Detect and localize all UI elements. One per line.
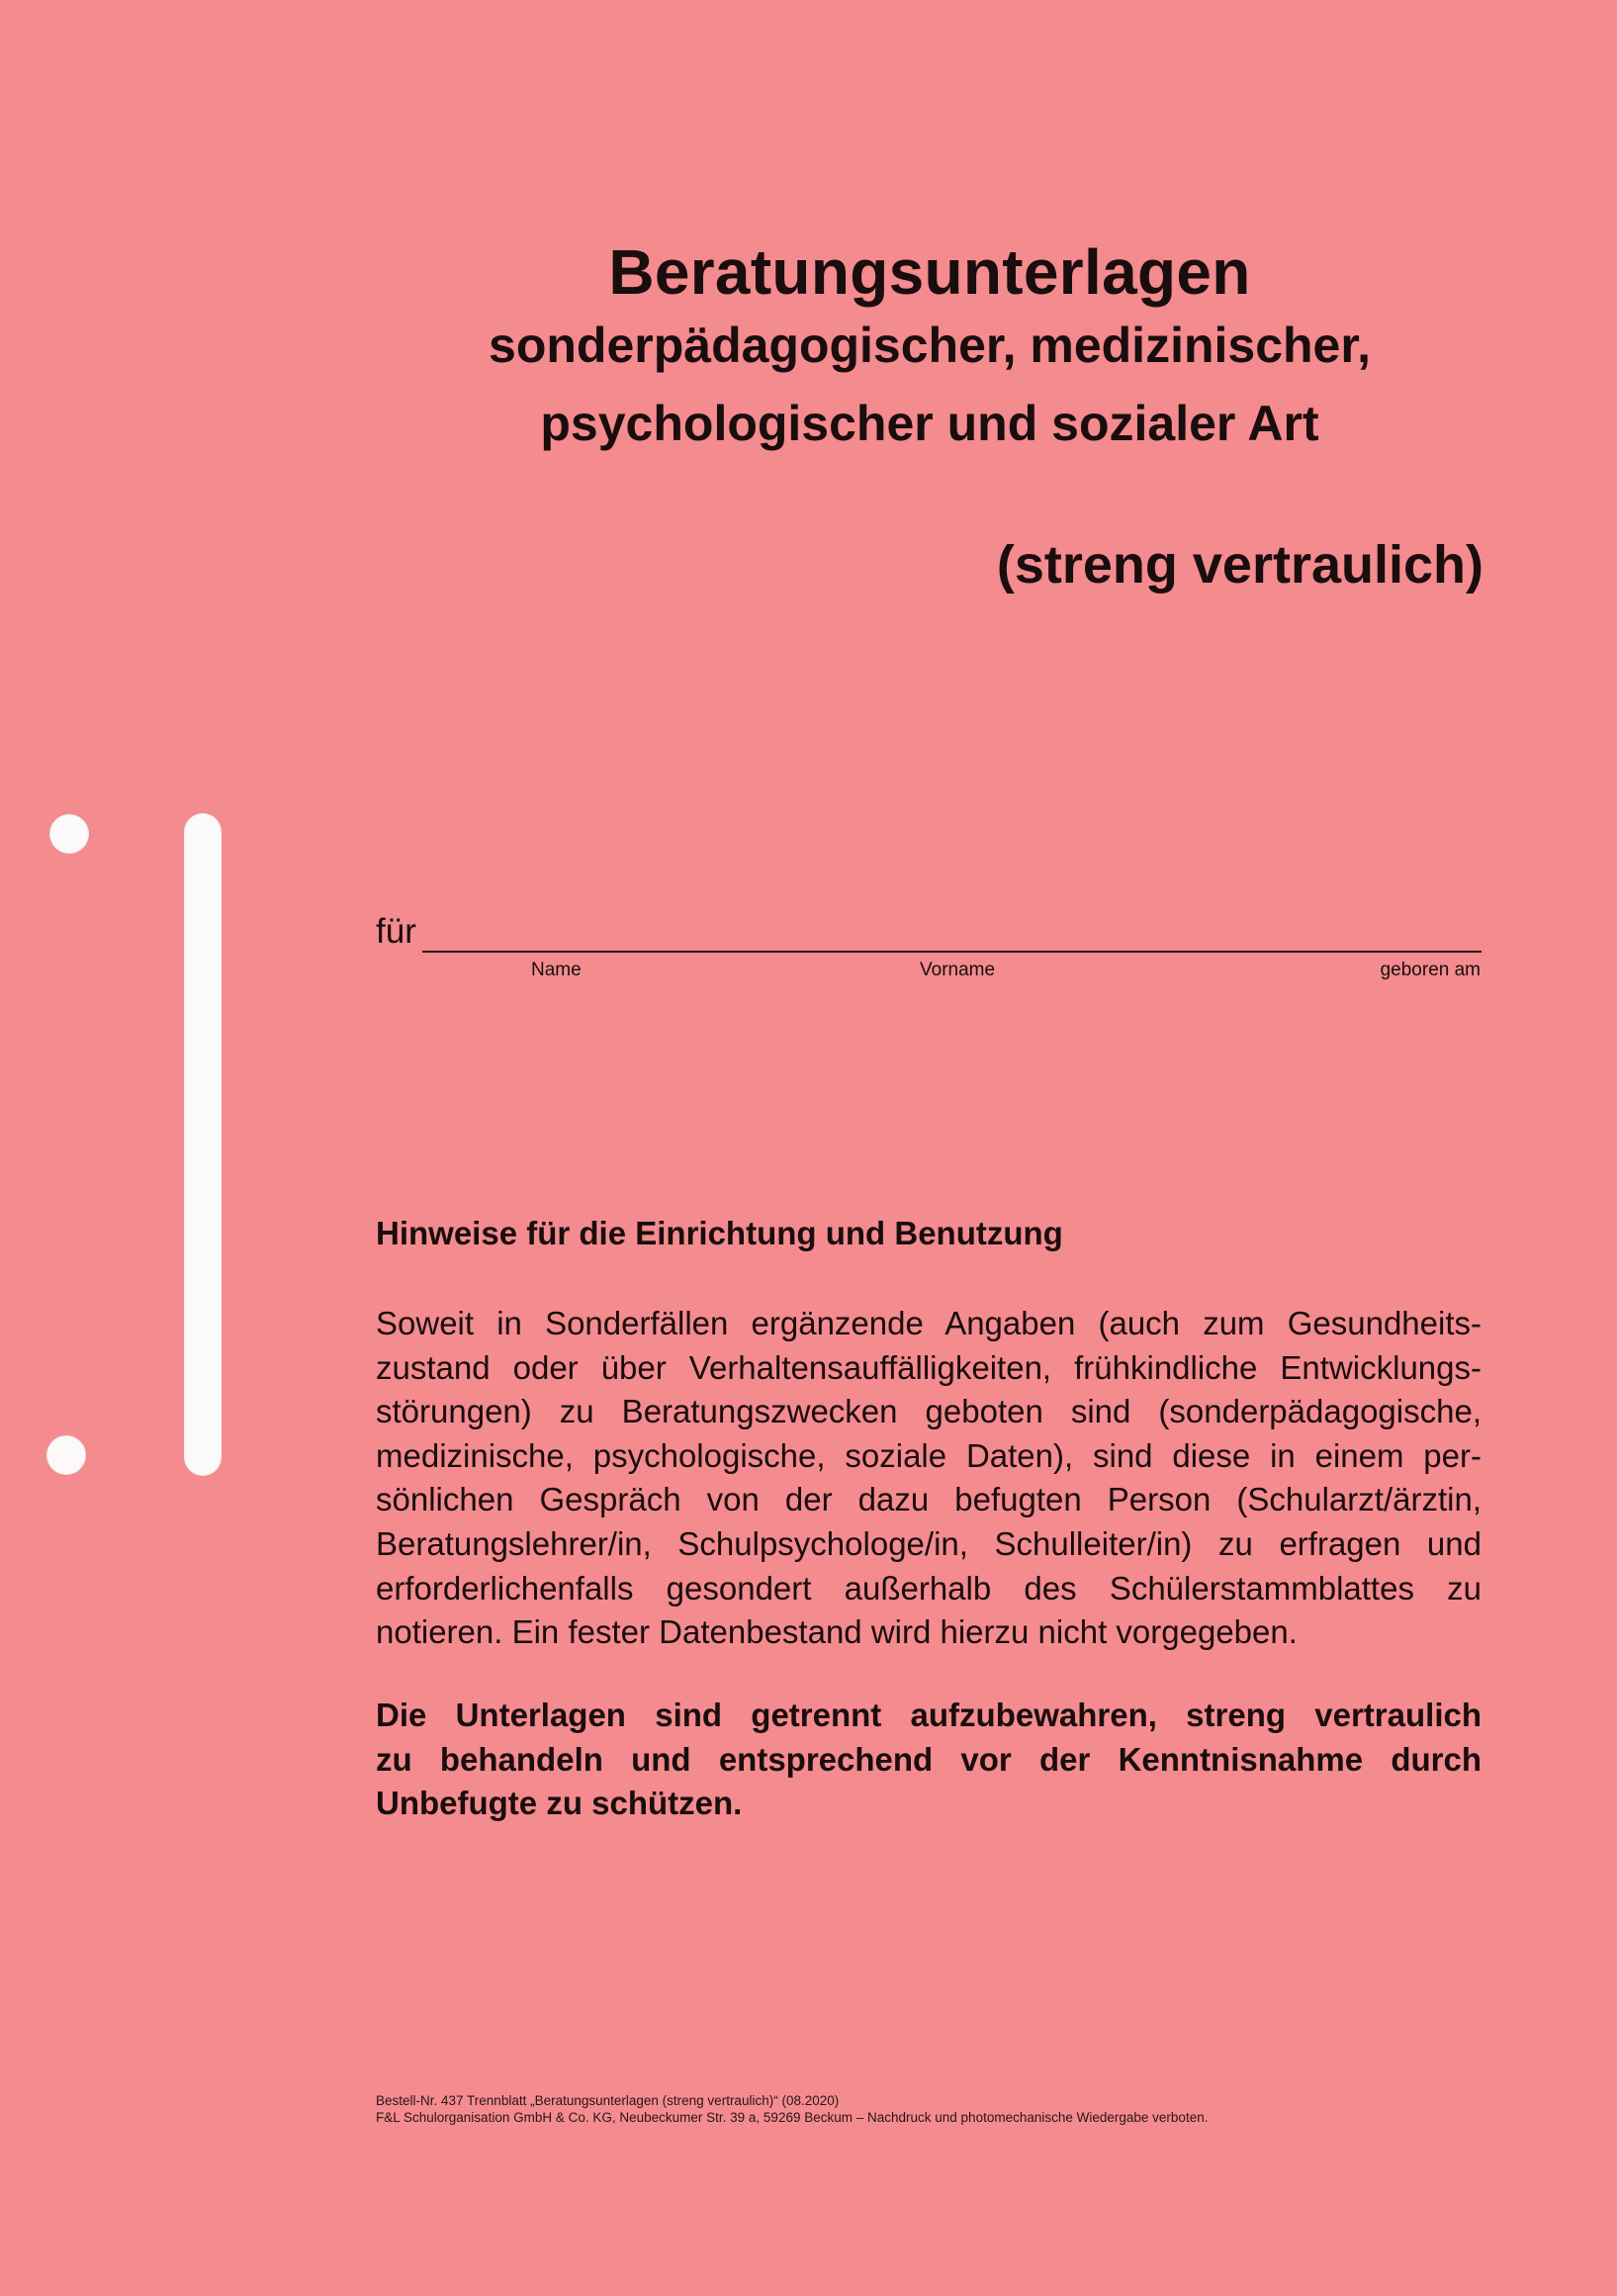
body-line: sönlichen Gespräch von der dazu befugten Person (Schularzt/ärztin, bbox=[376, 1481, 1482, 1518]
body-line: Soweit in Sonderfällen ergänzende Angaben (auch zum Gesundheits- bbox=[376, 1305, 1482, 1341]
confidential-note: (streng vertraulich) bbox=[996, 535, 1483, 595]
warning-line: Die Unterlagen sind getrennt aufzubewahren, streng vertraulich bbox=[376, 1697, 1482, 1733]
body-line: zustand oder über Verhaltensauffälligkeiten, frühkindliche Entwicklungs- bbox=[376, 1348, 1482, 1386]
warning-line: Unbefugte zu schützen. bbox=[376, 1785, 743, 1822]
document-title: Beratungsunterlagen bbox=[608, 236, 1251, 308]
instructions-heading: Hinweise für die Einrichtung und Benutzung bbox=[376, 1215, 1063, 1251]
binder-slot bbox=[184, 813, 222, 1476]
body-line: medizinische, psychologische, soziale Daten), sind diese in einem per- bbox=[376, 1436, 1482, 1474]
document-subtitle-line-1: sonderpädagogischer, medizinischer, bbox=[489, 318, 1371, 373]
document-subtitle-line-2: psychologischer und sozialer Art bbox=[540, 396, 1319, 451]
punch-hole-bottom bbox=[46, 1435, 86, 1475]
field-label-first-name: Vorname bbox=[920, 960, 996, 980]
footer-order-info: Bestell-Nr. 437 Trennblatt „Beratungsunterlagen (streng vertraulich)“ (08.2020) bbox=[376, 2093, 840, 2108]
recipient-prefix: für bbox=[376, 912, 416, 951]
field-label-birth-date: geboren am bbox=[1380, 960, 1481, 980]
body-line: notieren. Ein fester Datenbestand wird hierzu nicht vorgegeben. bbox=[376, 1613, 1298, 1651]
punch-hole-top bbox=[49, 814, 89, 854]
footer-publisher-info: F&L Schulorganisation GmbH & Co. KG, Neubeckumer Str. 39 a, 59269 Beckum – Nachdruck und photomechanische Wiedergabe verboten. bbox=[376, 2110, 1209, 2125]
instructions-body bbox=[376, 1302, 1482, 1655]
recipient-input-line[interactable] bbox=[422, 951, 1482, 953]
body-line: störungen) zu Beratungszwecken geboten sind (sonderpädagogische, bbox=[376, 1393, 1482, 1430]
confidentiality-warning bbox=[376, 1694, 1482, 1826]
warning-line: zu behandeln und entsprechend vor der Kenntnisnahme durch bbox=[376, 1740, 1482, 1778]
body-line: Beratungslehrer/in, Schulpsychologe/in, Schulleiter/in) zu erfragen und bbox=[376, 1524, 1482, 1562]
field-label-name: Name bbox=[531, 960, 582, 980]
body-line: erforderlichenfalls gesondert außerhalb des Schülerstammblattes zu bbox=[376, 1569, 1482, 1607]
